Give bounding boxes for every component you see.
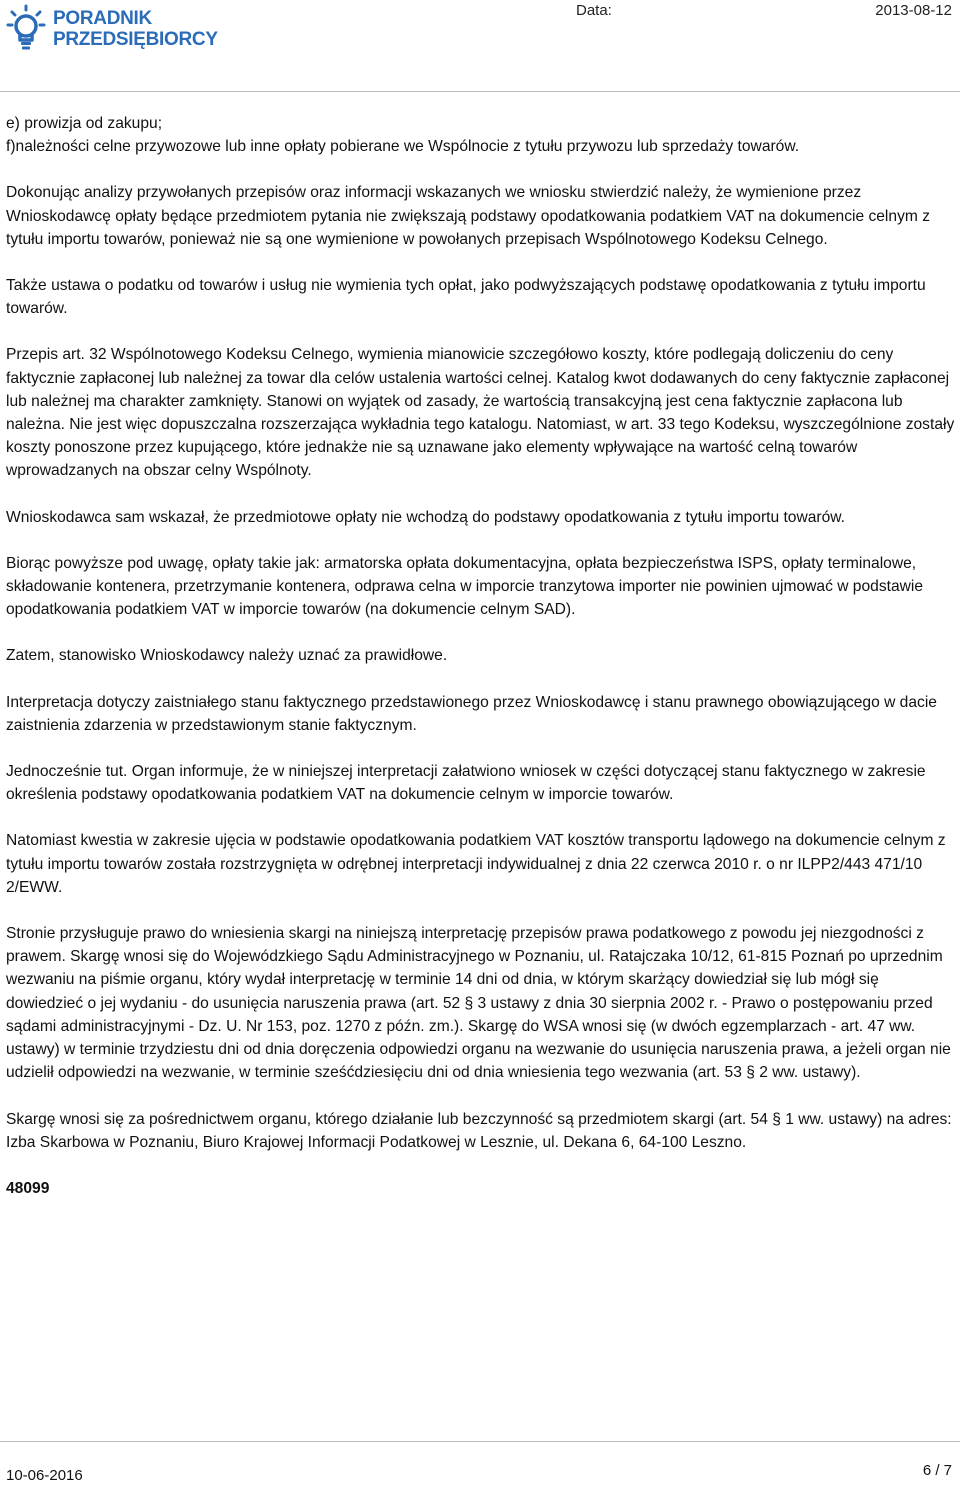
logo[interactable] (6, 4, 236, 54)
paragraph-3: Także ustawa o podatku od towarów i usług nie wymienia tych opłat, jako podwyższających podstawę opodatkowania z tytułu importu towarów. (6, 277, 926, 318)
paragraph-11: Stronie przysługuje prawo do wniesienia skargi na niniejszą interpretację przepisów prawa podatkowego z powodu jej niezgodności z prawem. Skargę wnosi się do Wojewódzkiego Sądu Administracyjnego w Poznaniu, ul. Ratajczaka 10/12, 61-815 Poznań po uprzednim wezwaniu na piśmie organu, który wydał interpretację w terminie 14 dni od dnia, w którym skarżący dowiedział się lub mógł się dowiedzieć o jej wydaniu - do usunięcia naruszenia prawa (art. 52 § 3 ustawy z dnia 30 sierpnia 2002 r. - Prawo o postępowaniu przed sądami administracyjnymi - Dz. U. Nr 153, poz. 1270 z późn. zm.). Skargę do WSA wnosi się (w dwóch egzemplarzach - art. 47 ww. ustawy) w terminie trzydziestu dni od dnia doręczenia odpowiedzi organu na wezwanie do usunięcia naruszenia prawa, a jeżeli organ nie udzielił odpowiedzi na wezwanie, w terminie sześćdziesięciu dni od dnia wniesienia tego wezwania (art. 53 § 2 ww. ustawy). (6, 925, 951, 1082)
page-number: 6 / 7 (922, 1462, 952, 1479)
logo-line-1: PORADNIK (53, 8, 152, 29)
paragraph-12: Skargę wnosi się za pośrednictwem organu, którego działanie lub bezczynność są przedmiotem skargi (art. 54 § 1 ww. ustawy) na adres: Izba Skarbowa w Poznaniu, Biuro Krajowej Informacji Podatkowej w Lesznie, ul. Dekana 6, 64-100 Leszno. (6, 1110, 952, 1151)
footer-date: 10-06-2016 (6, 1467, 83, 1484)
paragraph-1: e) prowizja od zakupu; f)należności celne przywozowe lub inne opłaty pobierane we Wspólnocie z tytułu przywozu lub sprzedaży towarów. (6, 115, 800, 156)
document-id: 48099 (6, 1179, 50, 1197)
lightbulb-icon (6, 4, 46, 52)
document-body (6, 112, 956, 1223)
header-divider (0, 91, 960, 92)
logo-line-2: PRZEDSIĘBIORCY (53, 29, 218, 50)
paragraph-5: Wnioskodawca sam wskazał, że przedmiotowe opłaty nie wchodzą do podstawy opodatkowania z tytułu importu towarów. (6, 508, 846, 526)
paragraph-4: Przepis art. 32 Wspólnotowego Kodeksu Celnego, wymienia mianowicie szczegółowo koszty, które podlegają doliczeniu do ceny faktycznie zapłaconej lub należnej za towar dla celów ustalenia wartości celnej. Katalog kwot dodawanych do ceny faktycznie zapłaconej lub należnej ma charakter zamknięty. Stanowi on wyjątek od zasady, że wartością transakcyjną jest cena faktycznie zapłacona lub należna. Nie jest więc dopuszczalna rozszerzająca wykładnia tego katalogu. Natomiast, w art. 33 tego Kodeksu, wyszczególnione zostały koszty ponoszone przez kupującego, które jednakże nie są uznawane jako elementy wpływające na wartość celną towarów wprowadzanych na obszar celny Wspólnoty. (6, 346, 955, 480)
paragraph-10: Natomiast kwestia w zakresie ujęcia w podstawie opodatkowania podatkiem VAT kosztów transportu lądowego na dokumencie celnym z tytułu importu towarów została rozstrzygnięta w odrębnej interpretacji indywidualnej z dnia 22 czerwca 2010 r. o nr ILPP2/443 471/10 2/EWW. (6, 832, 946, 896)
paragraph-6: Biorąc powyższe pod uwagę, opłaty takie jak: armatorska opłata dokumentacyjna, opłata bezpieczeństwa ISPS, opłaty terminalowe, składowanie kontenera, przetrzymanie kontenera, odprawa celna w imporcie tranzytowa importer nie powinien ujmować w podstawie opodatkowania podatkiem VAT w imporcie towarów (na dokumencie celnym SAD). (6, 554, 924, 619)
paragraph-9: Jednocześnie tut. Organ informuje, że w niniejszej interpretacji załatwiono wniosek w części dotyczącej stanu faktycznego w zakresie określenia podstawy opodatkowania podatkiem VAT na dokumencie celnym w imporcie towarów. (6, 763, 926, 804)
footer-divider (0, 1441, 960, 1442)
date-label: Data: (576, 2, 612, 19)
logo-text (53, 8, 218, 50)
paragraph-8: Interpretacja dotyczy zaistniałego stanu faktycznego przedstawionego przez Wnioskodawcę i stanu prawnego obowiązującego w dacie zaistnienia zdarzenia w przedstawionym stanie faktycznym. (6, 693, 937, 734)
paragraph-2: Dokonując analizy przywołanych przepisów oraz informacji wskazanych we wniosku stwierdzić należy, że wymienione przez Wnioskodawcę opłaty będące przedmiotem pytania nie zwiększają podstawy opodatkowania podatkiem VAT na dokumencie celnym z tytułu importu towarów, ponieważ nie są one wymienione w powołanych przepisach Wspólnotowego Kodeksu Celnego. (6, 184, 930, 248)
page-header (0, 0, 960, 93)
paragraph-7: Zatem, stanowisko Wnioskodawcy należy uznać za prawidłowe. (6, 647, 448, 665)
date-value: 2013-08-12 (875, 2, 952, 19)
